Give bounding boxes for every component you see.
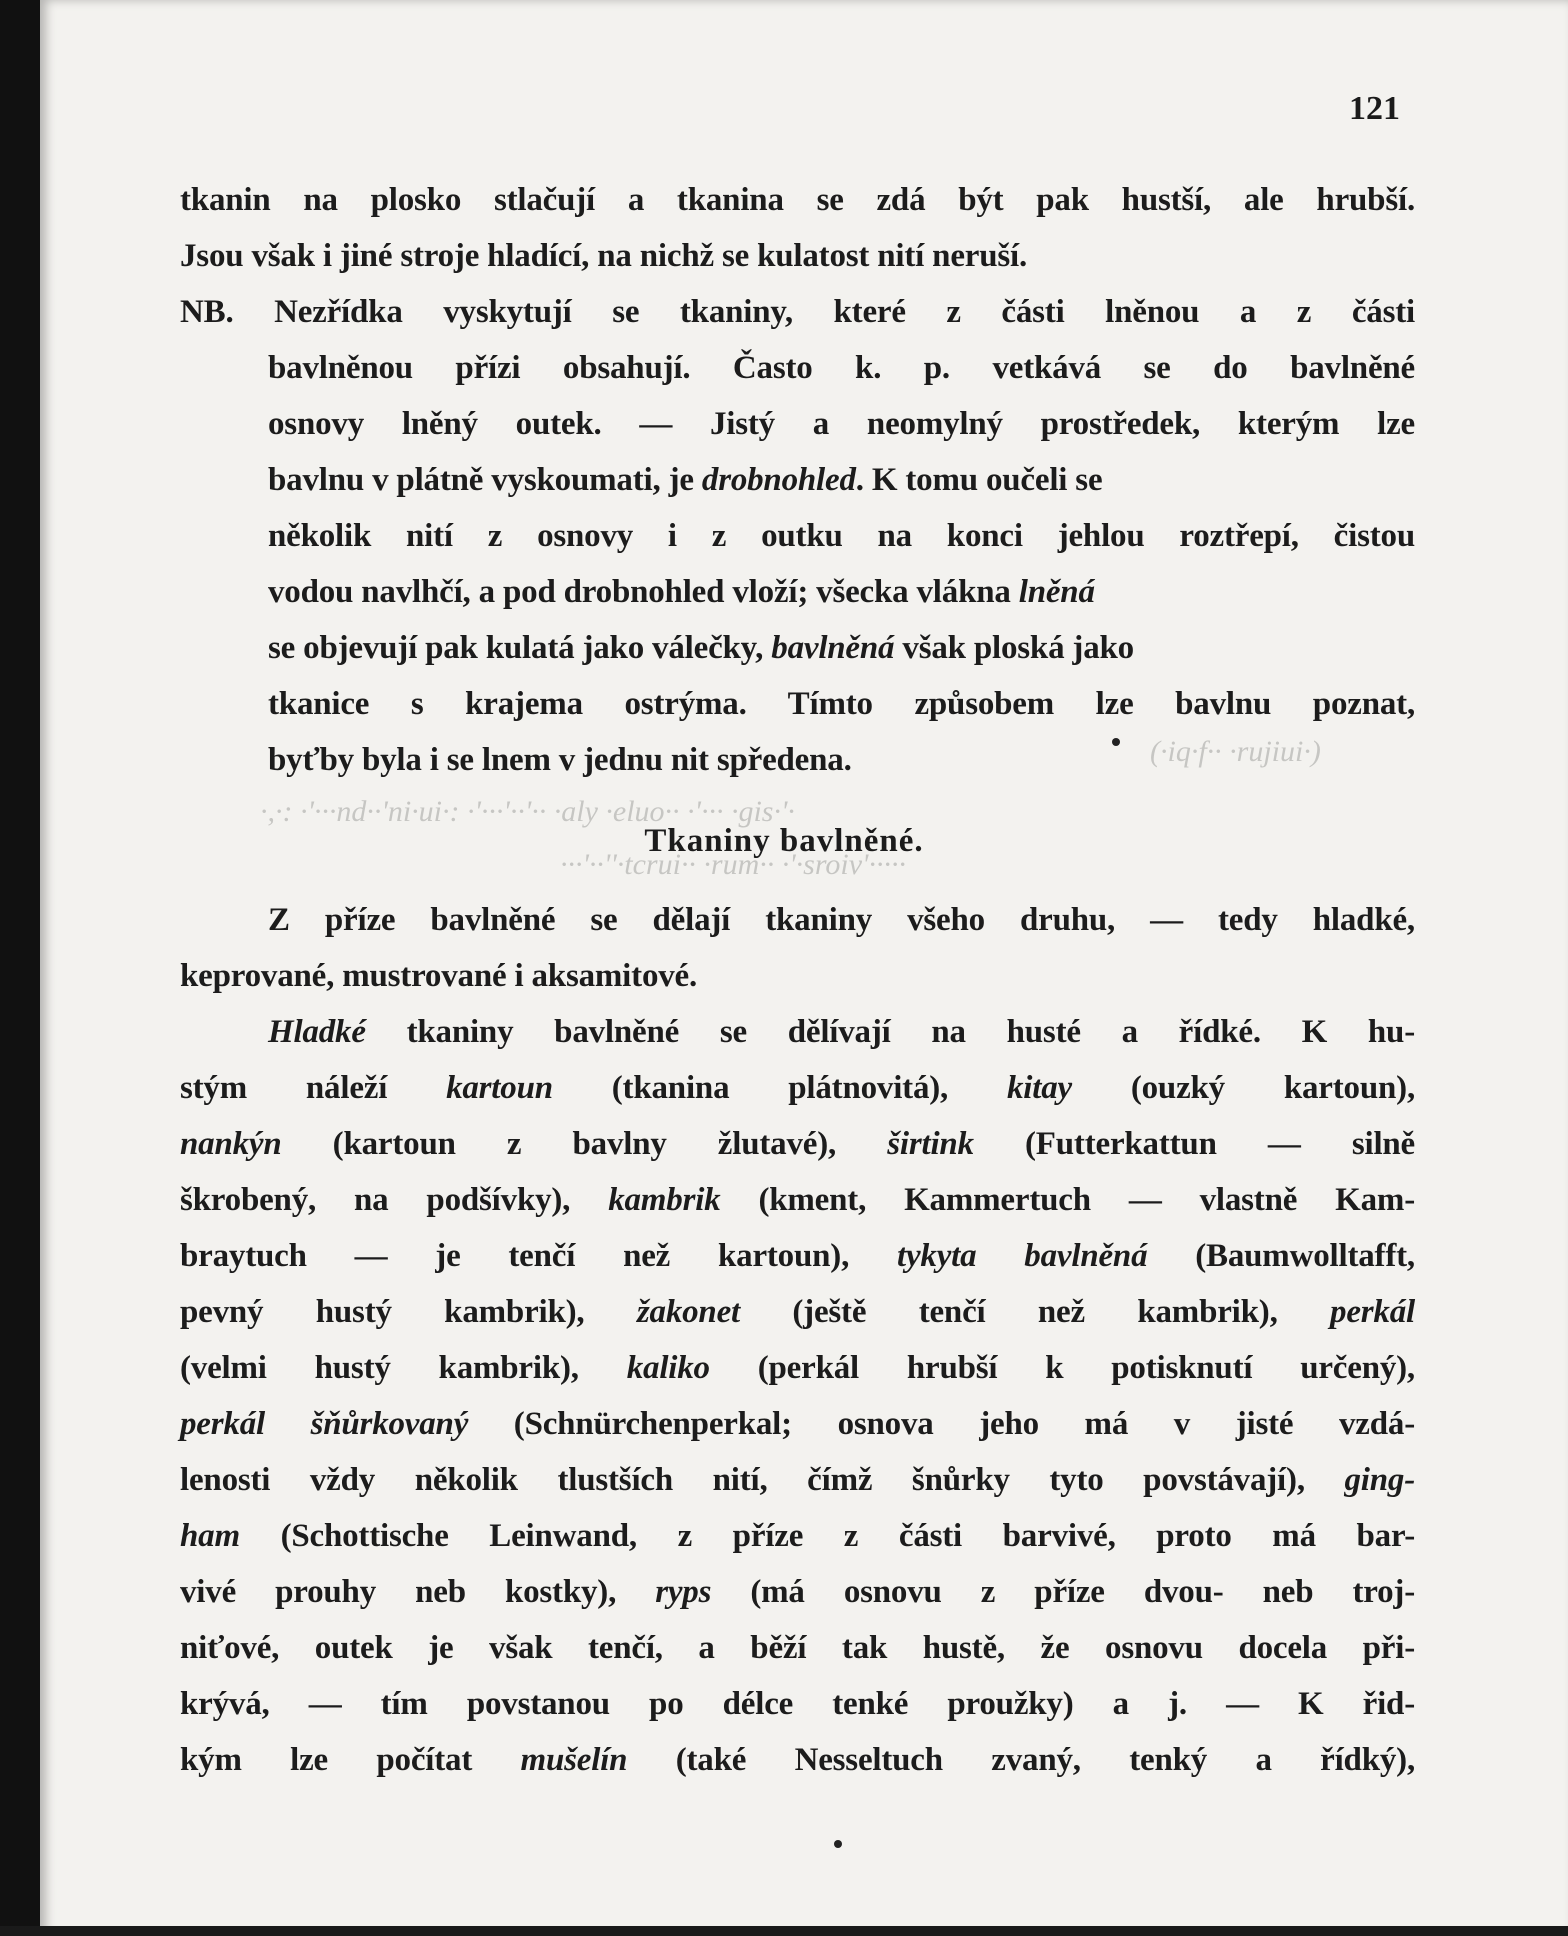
text-line: tkanice s krajema ostrýma. Tímto způsobem lze bavlnu poznat, [268,686,1415,722]
emphasis-term: perkál šňůrkovaný [180,1406,469,1442]
text-span: bavlnu v plátně vyskoumati, je [268,462,694,498]
bleed-through: (·iq·f·· ·rujiui·) [1150,735,1321,768]
text-line [180,1348,1415,1388]
text-line: niťové, outek je však tenčí, a běží tak hustě, že osnovu docela při- [180,1630,1415,1666]
emphasis-term: bavlněná [771,630,895,666]
text-span: pevný hustý kambrik), [180,1294,637,1330]
text-span: (Baumwolltafft, [1147,1238,1415,1274]
text-line: krývá, — tím povstanou po délce tenké proužky) a j. — K řid- [180,1686,1415,1722]
text-line [180,1516,1415,1556]
text-span: (Futterkattun — silně [973,1126,1416,1162]
text-span: tkaniny bavlněné se dělívají na husté a řídké. K hu- [365,1014,1415,1050]
text-line: bavlněnou přízi obsahují. Často k. p. vetkává se do bavlněné [268,350,1415,386]
text-line [180,1236,1415,1276]
text-line [180,1068,1415,1108]
text-line [180,1572,1415,1612]
text-line: několik nití z osnovy i z outku na konci jehlou roztřepí, čistou [268,518,1415,554]
emphasis-term: lněná [1018,574,1095,610]
text-span: škrobený, na podšívky), [180,1182,609,1218]
emphasis-term: žakonet [636,1294,740,1330]
text-line [268,1012,1415,1052]
text-span: lenosti vždy několik tlustších nití, čímž šnůrky tyto povstávají), [180,1462,1345,1498]
text-line [268,572,1415,612]
text-span: vivé prouhy neb kostky), [180,1574,656,1610]
emphasis-term: nankýn [180,1126,282,1162]
text-line: byťby byla i se lnem v jednu nit spředena. [268,742,852,778]
scan-edge [0,1926,1568,1936]
text-span: vodou navlhčí, a pod drobnohled vloží; všecka vlákna [268,574,1011,610]
emphasis-term: kaliko [626,1350,710,1386]
text-span: braytuch — je tenčí než kartoun), [180,1238,897,1274]
text-line [180,1404,1415,1444]
text-span: (Schottische Leinwand, z příze z části barvivé, proto má bar- [239,1518,1415,1554]
bleed-through: ·,·: ·'···nd··'ni·ui·: ·'···'··'·· ·aly ·eluo·· ·'··· ·gis·'· [260,795,795,828]
text-span: (perkál hrubší k potisknutí určený), [709,1350,1415,1386]
emphasis-term: širtink [887,1126,974,1162]
text-span: (Schnürchenperkal; osnova jeho má v jisté vzdá- [468,1406,1415,1442]
text-span: (kment, Kammertuch — vlastně Kam- [720,1182,1415,1218]
text-line: tkanin na plosko stlačují a tkanina se zdá být pak hustší, ale hrubší. [180,182,1415,218]
text-span: (tkanina plátnovitá), [552,1070,1007,1106]
text-line [180,1124,1415,1164]
text-span: stým náleží [180,1070,447,1106]
text-line [268,628,1415,668]
text-span: se objevují pak kulatá jako válečky, [268,630,764,666]
emphasis-term: kambrik [608,1182,721,1218]
ink-speck [834,1840,842,1848]
section-heading: Tkaniny bavlněné. [644,823,924,859]
text-line [180,1460,1415,1500]
text-span: (velmi hustý kambrik), [180,1350,627,1386]
ink-speck [1112,738,1120,746]
text-span: však ploská jako [902,630,1134,666]
emphasis-term: ham [180,1518,240,1554]
text-line: keprované, mustrované i aksamitové. [180,958,698,994]
emphasis-term: drobnohled [701,462,856,498]
emphasis-term: kitay [1006,1070,1072,1106]
text-span: (kartoun z bavlny žlutavé), [281,1126,888,1162]
text-span: (má osnovu z příze dvou- neb troj- [711,1574,1415,1610]
emphasis-term: ryps [655,1574,712,1610]
text-line [180,1292,1415,1332]
text-line [180,1740,1415,1780]
page-number: 121 [1349,90,1400,127]
text-line: NB. Nezřídka vyskytují se tkaniny, které z části lněnou a z části [180,294,1415,330]
emphasis-term: tykyta bavlněná [897,1238,1148,1274]
text-span: (ouzký kartoun), [1071,1070,1415,1106]
text-span: (také Nesseltuch zvaný, tenký a řídký), [627,1742,1415,1778]
text-span: kým lze počítat [180,1742,521,1778]
text-line: osnovy lněný outek. — Jistý a neomylný prostředek, kterým lze [268,406,1415,442]
emphasis-term: Hladké [268,1014,366,1050]
text-line [180,1180,1415,1220]
emphasis-term: ging- [1344,1462,1415,1498]
emphasis-term: perkál [1330,1294,1415,1330]
bleed-through: ···'··''·tcrui·· ·rum·· ·'·sroiv'····· [560,848,906,881]
text-line: Z příze bavlněné se dělají tkaniny všeho druhu, — tedy hladké, [268,902,1415,938]
text-span: . K tomu oučeli se [855,462,1103,498]
text-line [268,460,1415,500]
emphasis-term: mušelín [520,1742,628,1778]
emphasis-term: kartoun [446,1070,553,1106]
text-line: Jsou však i jiné stroje hladící, na nichž se kulatost nití neruší. [180,238,1028,274]
text-span: (ještě tenčí než kambrik), [740,1294,1331,1330]
